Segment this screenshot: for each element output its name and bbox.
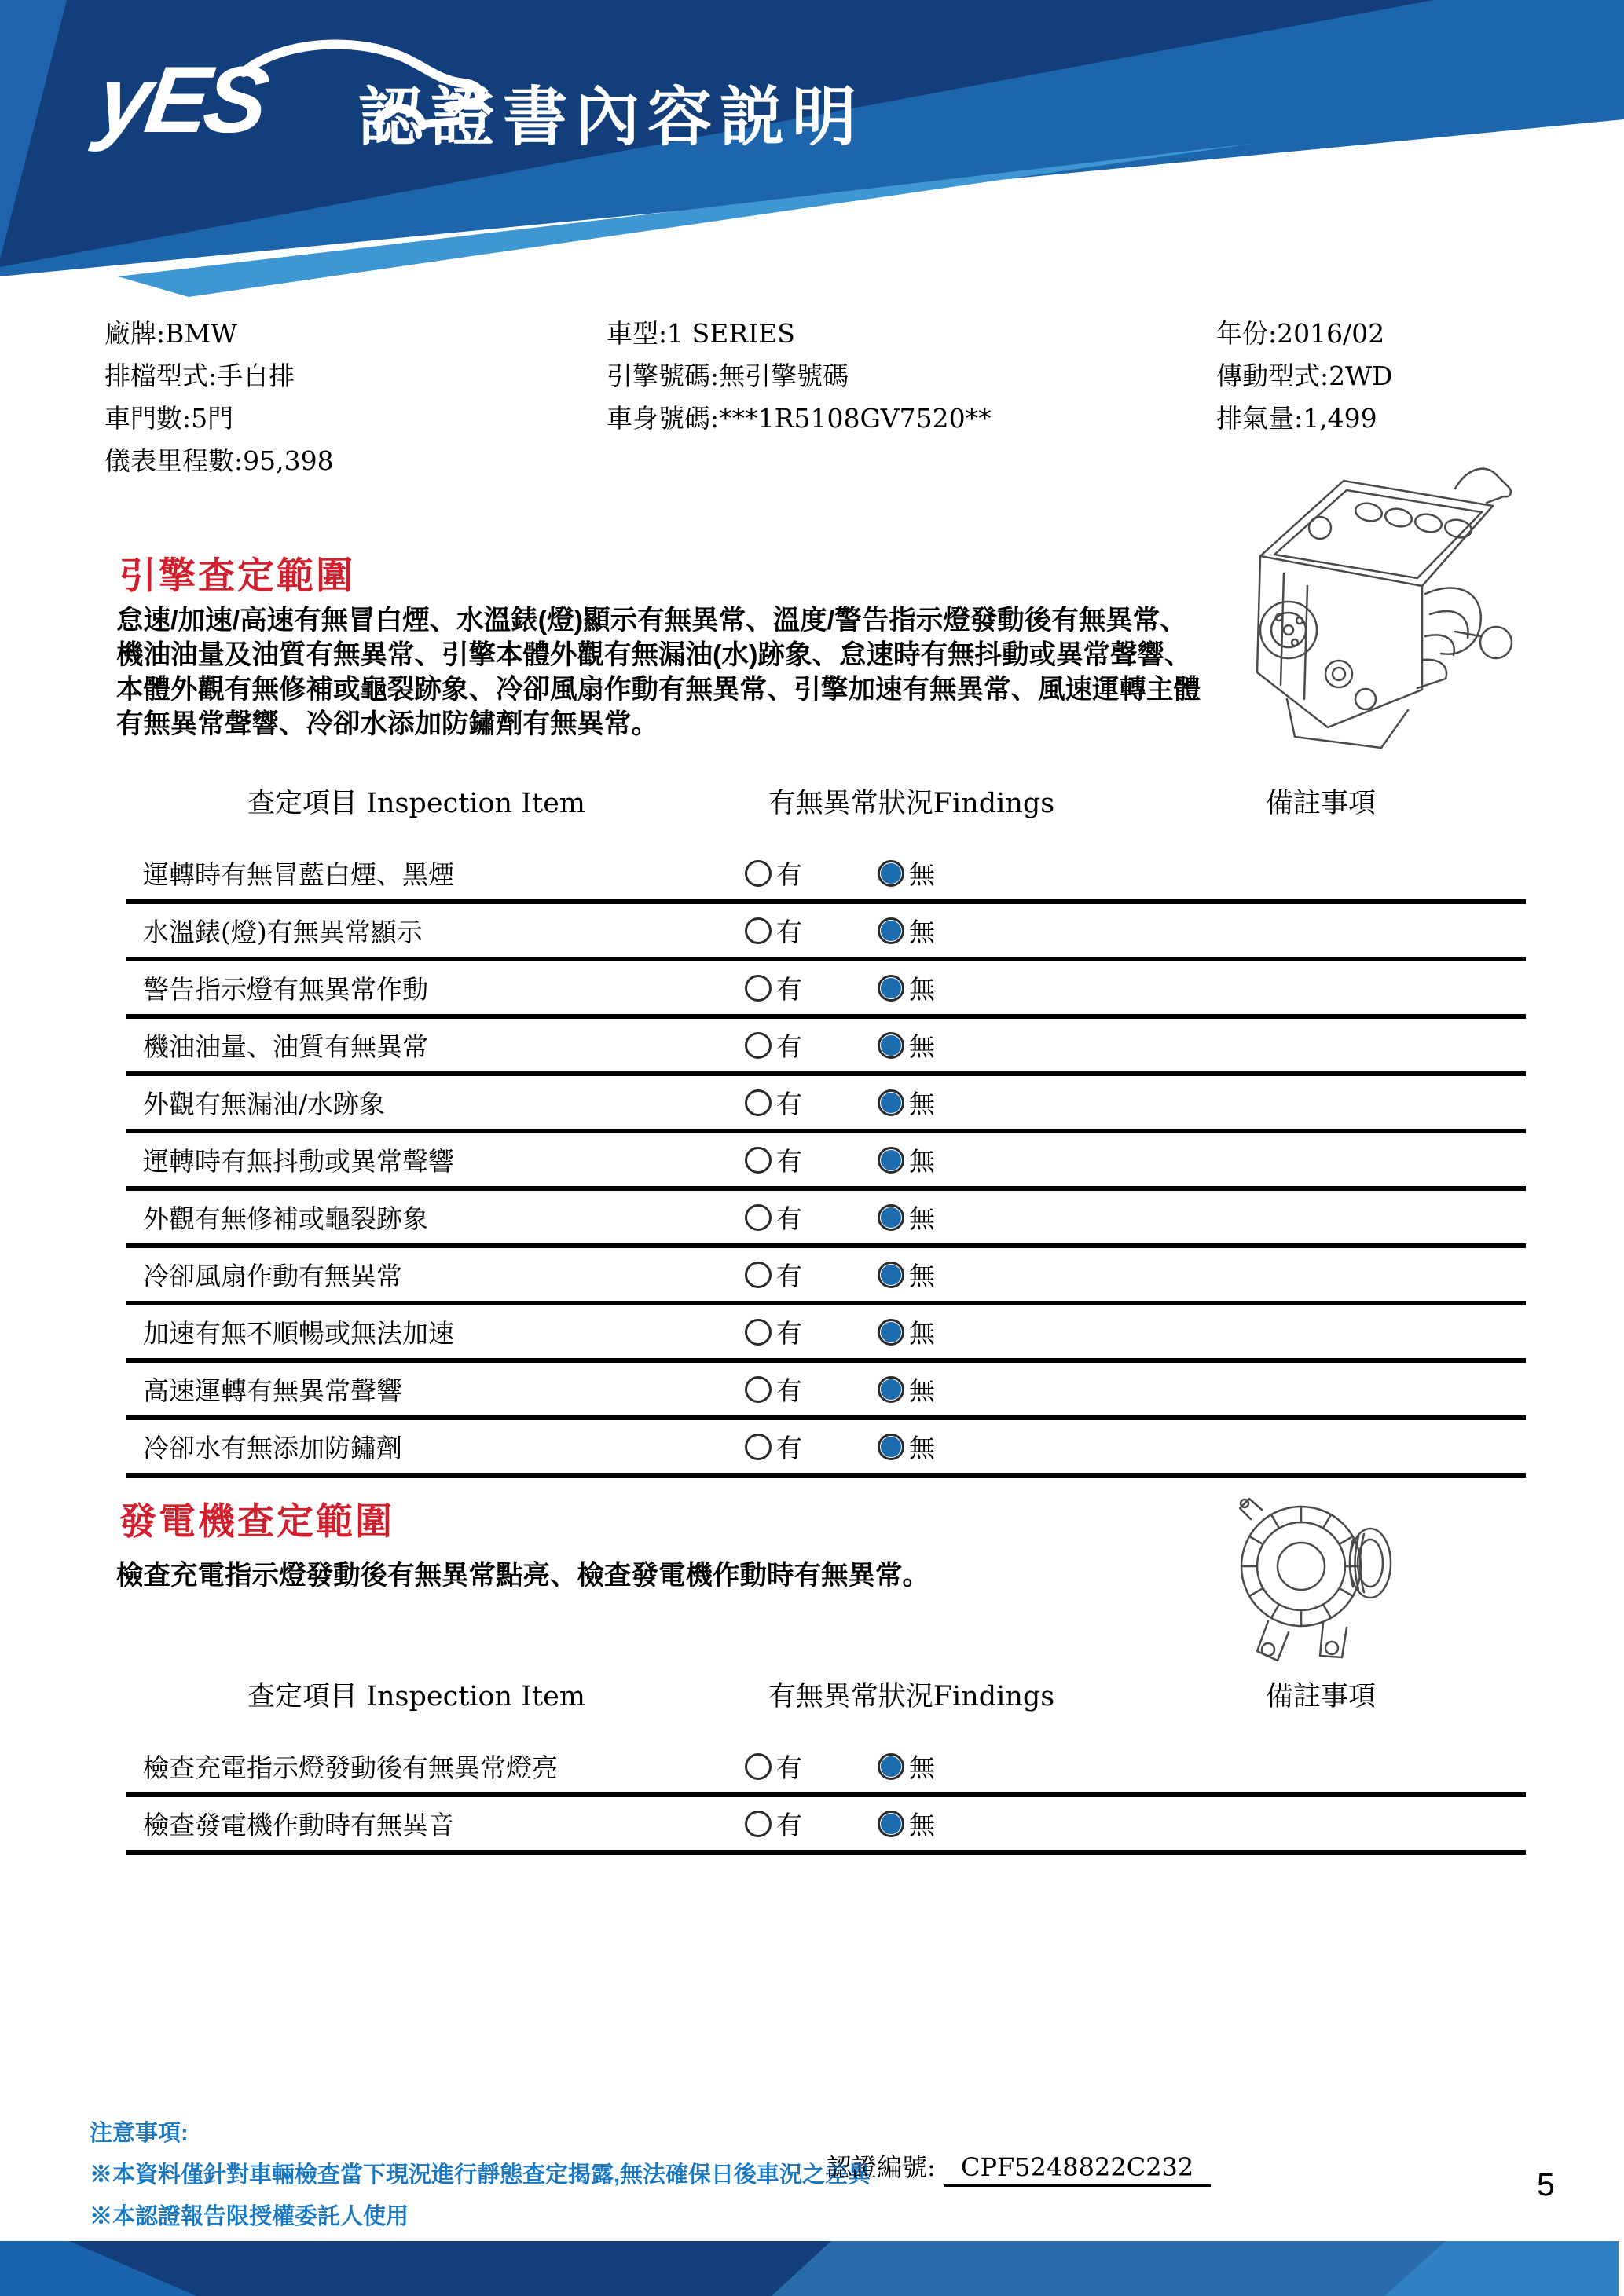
footer-banner <box>0 2241 1619 2296</box>
radio-option-no[interactable] <box>878 1141 935 1178</box>
radio-unselected-icon[interactable] <box>745 975 772 1002</box>
vehicle-info-left <box>104 313 334 482</box>
table-header-row <box>126 782 1526 847</box>
radio-label: 有 <box>776 1433 802 1463</box>
table-row <box>126 847 1526 904</box>
table-row <box>126 961 1526 1019</box>
radio-label: 無 <box>909 859 935 890</box>
engine-inspection-table <box>126 782 1526 1478</box>
radio-option-no[interactable] <box>878 1256 935 1293</box>
inspection-item-label: 高速運轉有無異常聲響 <box>143 1375 402 1406</box>
radio-option-yes[interactable] <box>745 969 802 1006</box>
radio-option-yes[interactable] <box>745 912 802 949</box>
info-line: 廠牌:BMW <box>104 318 238 349</box>
radio-unselected-icon[interactable] <box>745 1147 772 1174</box>
inspection-item-label: 水溫錶(燈)有無異常顯示 <box>143 917 423 947</box>
page-title: 認證書內容説明 <box>358 82 865 153</box>
radio-label: 無 <box>909 1433 935 1463</box>
radio-label: 有 <box>776 1146 802 1177</box>
radio-label: 有 <box>776 917 802 947</box>
notes-title: 注意事項: <box>90 2121 189 2146</box>
generator-inspection-table <box>126 1675 1526 1855</box>
radio-selected-icon[interactable] <box>878 860 904 887</box>
column-header-item: 查定項目 Inspection Item <box>247 788 585 819</box>
inspection-item-label: 運轉時有無抖動或異常聲響 <box>143 1146 454 1177</box>
radio-option-no[interactable] <box>878 1805 935 1842</box>
radio-unselected-icon[interactable] <box>745 1032 772 1059</box>
radio-option-yes[interactable] <box>745 1313 802 1350</box>
radio-label: 無 <box>909 1752 935 1783</box>
radio-option-no[interactable] <box>878 1084 935 1121</box>
radio-label: 有 <box>776 974 802 1005</box>
radio-label: 無 <box>909 1031 935 1062</box>
radio-selected-icon[interactable] <box>878 1376 904 1403</box>
table-row <box>126 1740 1526 1797</box>
radio-option-yes[interactable] <box>745 1371 802 1408</box>
info-line: 年份:2016/02 <box>1216 318 1385 349</box>
radio-option-no[interactable] <box>878 1428 935 1465</box>
table-header-row <box>126 1675 1526 1740</box>
inspection-item-label: 冷卻風扇作動有無異常 <box>143 1261 402 1291</box>
engine-section-title: 引擎查定範圍 <box>119 555 355 596</box>
radio-option-yes[interactable] <box>745 1199 802 1236</box>
radio-label: 無 <box>909 1203 935 1234</box>
radio-label: 有 <box>776 1375 802 1406</box>
inspection-item-label: 檢查發電機作動時有無異音 <box>143 1810 454 1840</box>
radio-label: 無 <box>909 1146 935 1177</box>
page-number: 5 <box>1537 2166 1555 2203</box>
radio-unselected-icon[interactable] <box>745 1319 772 1346</box>
radio-label: 無 <box>909 1318 935 1349</box>
description-line: 有無異常聲響、冷卻水添加防鏽劑有無異常。 <box>116 709 658 739</box>
inspection-item-label: 機油油量、油質有無異常 <box>143 1031 428 1062</box>
radio-label: 有 <box>776 1810 802 1840</box>
note-line: ※本認證報告限授權委託人使用 <box>90 2204 409 2229</box>
footer-notes <box>90 2113 871 2238</box>
radio-option-yes[interactable] <box>745 1428 802 1465</box>
radio-option-no[interactable] <box>878 1199 935 1236</box>
table-row <box>126 1797 1526 1855</box>
alternator-illustration <box>1223 1481 1407 1670</box>
radio-label: 無 <box>909 1375 935 1406</box>
radio-label: 有 <box>776 859 802 890</box>
radio-option-no[interactable] <box>878 855 935 892</box>
table-row <box>126 1076 1526 1133</box>
note-line: ※本資料僅針對車輛檢查當下現況進行靜態查定揭露,無法確保日後車況之差異 <box>90 2162 871 2188</box>
vehicle-info-right <box>1216 313 1393 440</box>
radio-unselected-icon[interactable] <box>745 860 772 887</box>
column-header-remarks: 備註事項 <box>1265 788 1376 819</box>
radio-selected-icon[interactable] <box>878 975 904 1002</box>
radio-option-no[interactable] <box>878 1027 935 1064</box>
engine-illustration <box>1219 440 1530 754</box>
radio-selected-icon[interactable] <box>878 1089 904 1116</box>
info-line: 車型:1 SERIES <box>607 318 795 349</box>
info-line: 儀表里程數:95,398 <box>104 445 334 476</box>
radio-option-no[interactable] <box>878 969 935 1006</box>
radio-selected-icon[interactable] <box>878 1811 904 1837</box>
table-row <box>126 1248 1526 1305</box>
radio-option-no[interactable] <box>878 1313 935 1350</box>
inspection-item-label: 警告指示燈有無異常作動 <box>143 974 428 1005</box>
info-line: 車門數:5門 <box>104 403 234 434</box>
description-line: 本體外觀有無修補或龜裂跡象、冷卻風扇作動有無異常、引擎加速有無異常、風速運轉主體 <box>116 675 1201 705</box>
radio-option-yes[interactable] <box>745 1256 802 1293</box>
radio-option-no[interactable] <box>878 1748 935 1785</box>
description-line: 怠速/加速/高速有無冒白煙、水溫錶(燈)顯示有無異常、溫度/警告指示燈發動後有無異常、 <box>116 606 1187 635</box>
table-row <box>126 1305 1526 1363</box>
inspection-item-label: 加速有無不順暢或無法加速 <box>143 1318 454 1349</box>
engine-section-description <box>116 603 1201 742</box>
radio-label: 有 <box>776 1318 802 1349</box>
info-line: 引擎號碼:無引擎號碼 <box>607 361 849 391</box>
column-header-findings: 有無異常狀況Findings <box>768 788 1055 819</box>
info-line: 車身號碼:***1R5108GV7520** <box>607 403 992 434</box>
certificate-number-label: 認證編號: <box>827 2152 936 2182</box>
radio-unselected-icon[interactable] <box>745 1811 772 1837</box>
table-row <box>126 1420 1526 1478</box>
description-line: 檢查充電指示燈發動後有無異常點亮、檢查發電機作動時有無異常。 <box>116 1561 929 1591</box>
radio-unselected-icon[interactable] <box>745 917 772 944</box>
radio-option-yes[interactable] <box>745 1748 802 1785</box>
radio-option-yes[interactable] <box>745 855 802 892</box>
radio-label: 有 <box>776 1031 802 1062</box>
inspection-item-label: 外觀有無修補或龜裂跡象 <box>143 1203 428 1234</box>
info-line: 排氣量:1,499 <box>1216 403 1377 434</box>
radio-option-no[interactable] <box>878 912 935 949</box>
info-line: 傳動型式:2WD <box>1216 361 1393 391</box>
radio-unselected-icon[interactable] <box>745 1262 772 1288</box>
radio-option-yes[interactable] <box>745 1805 802 1842</box>
certificate-number-row <box>827 2148 1211 2184</box>
inspection-item-label: 外觀有無漏油/水跡象 <box>143 1089 386 1119</box>
radio-label: 有 <box>776 1203 802 1234</box>
inspection-item-label: 運轉時有無冒藍白煙、黑煙 <box>143 859 454 890</box>
radio-selected-icon[interactable] <box>878 1204 904 1231</box>
radio-selected-icon[interactable] <box>878 1032 904 1059</box>
radio-unselected-icon[interactable] <box>745 1089 772 1116</box>
radio-label: 無 <box>909 1261 935 1291</box>
yes-logo: yES <box>91 47 271 152</box>
radio-unselected-icon[interactable] <box>745 1753 772 1780</box>
radio-label: 有 <box>776 1261 802 1291</box>
radio-selected-icon[interactable] <box>878 1262 904 1288</box>
inspection-item-label: 檢查充電指示燈發動後有無異常燈亮 <box>143 1752 558 1783</box>
radio-label: 無 <box>909 1810 935 1840</box>
table-row <box>126 1133 1526 1191</box>
certificate-number-value: CPF5248822C232 <box>944 2152 1211 2187</box>
radio-label: 有 <box>776 1089 802 1119</box>
radio-label: 無 <box>909 1089 935 1119</box>
table-row <box>126 1019 1526 1076</box>
radio-unselected-icon[interactable] <box>745 1204 772 1231</box>
table-row <box>126 904 1526 961</box>
generator-section-title: 發電機查定範圍 <box>119 1500 394 1542</box>
radio-option-yes[interactable] <box>745 1141 802 1178</box>
radio-selected-icon[interactable] <box>878 1434 904 1460</box>
radio-unselected-icon[interactable] <box>745 1376 772 1403</box>
info-line: 排檔型式:手自排 <box>104 361 295 391</box>
inspection-item-label: 冷卻水有無添加防鏽劑 <box>143 1433 402 1463</box>
column-header-remarks: 備註事項 <box>1265 1681 1376 1712</box>
radio-label: 無 <box>909 974 935 1005</box>
generator-section-description <box>116 1558 929 1593</box>
radio-option-no[interactable] <box>878 1371 935 1408</box>
vehicle-info-middle <box>607 313 992 440</box>
radio-label: 無 <box>909 917 935 947</box>
radio-selected-icon[interactable] <box>878 1753 904 1780</box>
table-row <box>126 1191 1526 1248</box>
radio-unselected-icon[interactable] <box>745 1434 772 1460</box>
radio-option-yes[interactable] <box>745 1084 802 1121</box>
column-header-item: 查定項目 Inspection Item <box>247 1681 585 1712</box>
column-header-findings: 有無異常狀況Findings <box>768 1681 1055 1712</box>
radio-selected-icon[interactable] <box>878 917 904 944</box>
radio-label: 有 <box>776 1752 802 1783</box>
radio-selected-icon[interactable] <box>878 1319 904 1346</box>
radio-option-yes[interactable] <box>745 1027 802 1064</box>
description-line: 機油油量及油質有無異常、引擎本體外觀有無漏油(水)跡象、怠速時有無抖動或異常聲響、 <box>116 640 1192 670</box>
table-row <box>126 1363 1526 1420</box>
radio-selected-icon[interactable] <box>878 1147 904 1174</box>
